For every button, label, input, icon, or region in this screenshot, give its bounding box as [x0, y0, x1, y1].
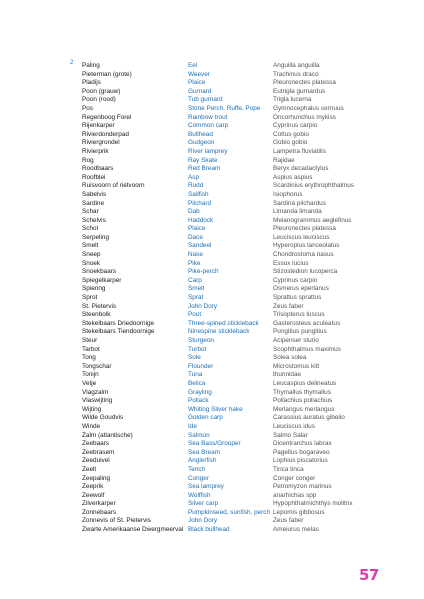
latin-name: Leuciscus idus	[273, 422, 315, 430]
english-name: John Dory	[188, 517, 218, 525]
dutch-name: Rijenkarper	[82, 122, 115, 130]
table-row	[82, 285, 392, 294]
table-row	[82, 79, 392, 88]
dutch-name: Sardine	[82, 199, 105, 207]
english-name: Grayling	[188, 388, 212, 396]
table-row	[82, 174, 392, 183]
dutch-name: Paling	[82, 62, 100, 69]
english-name: Ray Skate	[188, 156, 218, 164]
english-name: Nase	[188, 251, 203, 259]
english-name: Salmon	[188, 431, 210, 439]
english-name: Pout	[188, 311, 202, 319]
english-name: Bullhead	[188, 130, 213, 138]
latin-name: Dicentrarchus labrax	[273, 440, 332, 448]
table-row	[82, 423, 392, 432]
table-row	[82, 277, 392, 286]
english-name: Haddock	[188, 216, 214, 224]
dutch-name: Steur	[82, 337, 98, 344]
latin-name: Sardina pilchardus	[273, 199, 326, 207]
english-name: Plaice	[188, 225, 206, 233]
latin-name: Zeus faber	[273, 302, 304, 310]
english-name: River lamprey	[188, 147, 228, 155]
table-row	[82, 483, 392, 492]
english-name: Whiting Silver hake	[188, 405, 243, 413]
english-name: Sailfish	[188, 190, 209, 198]
dutch-name: Regenboog Forel	[82, 113, 132, 121]
latin-name: Trachinus draco	[273, 70, 319, 78]
table-row	[82, 311, 392, 320]
english-name: Three-spined stickleback	[188, 319, 259, 327]
dutch-name: Wijting	[82, 405, 102, 413]
dutch-name: Stekelbaars Driedoornige	[82, 319, 155, 327]
latin-name: Cottus gobio	[273, 130, 309, 138]
latin-name: Essox lucius	[273, 259, 309, 267]
table-row	[82, 71, 392, 80]
dutch-name: Winde	[82, 422, 101, 430]
dutch-name: Schar	[82, 208, 99, 216]
table-row	[82, 457, 392, 466]
dutch-name: Zeewolf	[82, 491, 105, 499]
table-row	[82, 234, 392, 243]
table-row	[82, 363, 392, 372]
latin-name: Aspius aspius	[273, 173, 313, 181]
english-name: Belica	[188, 379, 206, 387]
latin-name: Acipenser sturio	[273, 337, 319, 344]
english-name: Sea lamprey	[188, 483, 224, 491]
latin-name: Trigla lucerna	[273, 96, 312, 104]
english-name: Eel	[188, 62, 198, 69]
latin-name: Gymnocephalus cernuus	[273, 104, 344, 112]
latin-name: Pungitius pungitius	[273, 328, 327, 336]
table-row	[82, 242, 392, 251]
english-name: Plaice	[188, 79, 206, 87]
dutch-name: Zonnevis of St. Pietervis	[82, 517, 151, 525]
latin-name: Beryx decadactylus	[273, 165, 329, 173]
table-row	[82, 500, 392, 509]
english-name: Pike-perch	[188, 268, 219, 276]
latin-name: Eutrigla gurnardus	[273, 87, 326, 95]
dutch-name: Steenbolk	[82, 311, 111, 319]
dutch-name: Stekelbaars Tiendoornige	[82, 328, 155, 336]
latin-name: Limanda limanda	[273, 208, 322, 216]
latin-name: Lampetra fluviatilis	[273, 147, 326, 155]
latin-name: Chondrostoma nasus	[273, 251, 334, 259]
english-name: Rudd	[188, 182, 204, 190]
dutch-name: Smelt	[82, 242, 99, 250]
latin-name: Pleuronectes platessa	[273, 225, 336, 233]
latin-name: Merlangus merlangus	[273, 405, 335, 413]
dutch-name: Zonnebaars	[82, 508, 117, 516]
table-row	[82, 200, 392, 209]
table-row	[82, 449, 392, 458]
english-name: Conger	[188, 474, 209, 482]
english-name: Smelt	[188, 285, 205, 293]
table-row	[82, 517, 392, 526]
english-name: Asp	[188, 173, 200, 181]
latin-name: Stizostedion lucoperca	[273, 268, 338, 276]
table-row	[82, 526, 392, 535]
dutch-name: Rivierprik	[82, 147, 109, 155]
latin-name: Leucaspius delineatus	[273, 379, 337, 387]
dutch-name: Zeelt	[82, 465, 97, 473]
latin-name: Cyprinus carpio	[273, 122, 318, 130]
english-name: Pollack	[188, 397, 209, 405]
english-name: Weever	[188, 70, 210, 78]
english-name: Golden carp	[188, 414, 223, 422]
latin-name: Salmo Salar	[273, 431, 308, 439]
table-row	[82, 320, 392, 329]
latin-name: Sprattus sprattus	[273, 294, 322, 302]
latin-name: Hypophthalmichthys molitrix	[273, 500, 353, 508]
margin-marker: 2	[70, 60, 74, 66]
table-row	[82, 148, 392, 157]
dutch-name: Schelvis	[82, 216, 106, 224]
english-name: Anglerfish	[188, 457, 217, 465]
english-name: Tub gurnard	[188, 96, 223, 104]
table-row	[82, 96, 392, 105]
dutch-name: Zeebrasem	[82, 448, 115, 456]
latin-name: Thymallus thymallus	[273, 388, 331, 396]
english-name: Gurnard	[188, 87, 212, 95]
dutch-name: Sprot	[82, 294, 98, 302]
table-row	[82, 268, 392, 277]
latin-name: Gasterosteus aculeatus	[273, 319, 341, 327]
table-row	[82, 337, 392, 346]
english-name: Pumpkinseed, sunfish, perch	[188, 508, 271, 516]
dutch-name: Ruisvoorn of rietvoorn	[82, 182, 145, 190]
table-row	[82, 182, 392, 191]
table-row	[82, 414, 392, 423]
latin-name: Lophius piscatorius	[273, 457, 328, 465]
dutch-name: Schol	[82, 225, 98, 233]
table-row	[82, 509, 392, 518]
table-row	[82, 432, 392, 441]
english-name: Sturgeon	[188, 337, 214, 344]
latin-name: Pleuronectes platessa	[273, 79, 336, 87]
dutch-name: Rog	[82, 156, 94, 164]
dutch-name: Zilverkarper	[82, 500, 116, 508]
latin-name: Lepomis gibbosus	[273, 508, 325, 516]
dutch-name: Tonijn	[82, 371, 99, 379]
table-row	[82, 139, 392, 148]
latin-name: Carassius auratus gibelio	[273, 414, 345, 422]
table-row	[82, 354, 392, 363]
latin-name: Zeus faber	[273, 517, 304, 525]
english-name: Tuna	[188, 371, 203, 379]
dutch-name: Vlaswijting	[82, 397, 113, 405]
table-row	[82, 157, 392, 166]
table-row	[82, 165, 392, 174]
table-row	[82, 328, 392, 337]
dutch-name: Poon (grauw)	[82, 87, 121, 95]
english-name: Stone Perch, Ruffe, Pope	[188, 104, 261, 112]
english-name: Pilchard	[188, 199, 212, 207]
table-row	[82, 260, 392, 269]
page-number: 57	[359, 566, 379, 584]
english-name: John Dory	[188, 302, 218, 310]
english-name: Red Bream	[188, 165, 221, 173]
dutch-name: Snoek	[82, 259, 101, 267]
table-row	[82, 346, 392, 355]
dutch-name: Zeepaling	[82, 474, 111, 482]
dutch-name: Rivierdonderpad	[82, 130, 129, 138]
table-row	[82, 466, 392, 475]
english-name: Dab	[188, 208, 200, 216]
table-row	[82, 371, 392, 380]
english-name: Sprat	[188, 294, 204, 302]
table-row	[82, 217, 392, 226]
dutch-name: Vetje	[82, 379, 97, 387]
dutch-name: Roodbaars	[82, 165, 114, 173]
dutch-name: Zalm (atlantische)	[82, 431, 133, 439]
english-name: Dace	[188, 233, 203, 241]
dutch-name: Wilde Goudvis	[82, 414, 124, 422]
dutch-name: Pieterman (grote)	[82, 70, 132, 78]
english-name: Common carp	[188, 122, 229, 130]
table-row	[82, 294, 392, 303]
english-name: Ide	[188, 422, 197, 430]
dutch-name: Snoekbaars	[82, 268, 117, 276]
latin-name: Petromyzon marinus	[273, 483, 332, 491]
table-row	[82, 122, 392, 131]
latin-name: Osmerus eperlanus	[273, 285, 329, 293]
table-row	[82, 251, 392, 260]
latin-name: Gobio gobio	[273, 139, 308, 147]
latin-name: Conger conger	[273, 474, 316, 482]
english-name: Rainbow trout	[188, 113, 228, 121]
english-name: Sea Bream	[188, 448, 220, 456]
latin-name: Oncorhunchus mykiss	[273, 113, 336, 121]
dutch-name: Tong	[82, 354, 96, 362]
dutch-name: Spiering	[82, 285, 106, 293]
english-name: Pike	[188, 259, 201, 267]
english-name: Gudgeon	[188, 139, 215, 147]
dutch-name: Spiegelkarper	[82, 276, 122, 284]
dutch-name: Sneep	[82, 251, 101, 259]
latin-name: Melanogrammus aeglefinus	[273, 216, 352, 224]
latin-name: Rajidae	[273, 156, 295, 164]
table-row	[82, 406, 392, 415]
table-row	[82, 114, 392, 123]
table-row	[82, 303, 392, 312]
latin-name: anarhichas spp	[273, 491, 317, 499]
dutch-name: Riviergrondel	[82, 139, 120, 147]
table-row	[82, 208, 392, 217]
latin-name: Solea solea	[273, 354, 307, 362]
latin-name: Isiophorus	[273, 190, 303, 198]
table-row	[82, 492, 392, 501]
table-row	[82, 475, 392, 484]
english-name: Turbot	[188, 345, 207, 353]
english-name: Tench	[188, 465, 206, 473]
english-name: Black bullhead	[188, 526, 230, 534]
dutch-name: Tarbot	[82, 345, 100, 353]
latin-name: thunnidae	[273, 371, 302, 379]
fish-name-table	[82, 62, 392, 535]
dutch-name: Roofblei	[82, 173, 106, 181]
dutch-name: Sabelvis	[82, 190, 107, 198]
dutch-name: Zeebaars	[82, 440, 109, 448]
table-row	[82, 440, 392, 449]
english-name: Flounder	[188, 362, 214, 370]
table-row	[82, 88, 392, 97]
table-row	[82, 397, 392, 406]
english-name: Sole	[188, 354, 201, 362]
latin-name: Hyperoplus lanceolatus	[273, 242, 340, 250]
dutch-name: Tongschar	[82, 362, 112, 370]
dutch-name: Poon (rood)	[82, 96, 116, 104]
latin-name: Cyprinus carpio	[273, 276, 318, 284]
dutch-name: Vlagzalm	[82, 388, 109, 396]
dutch-name: Zeeduivel	[82, 457, 110, 465]
latin-name: Ameiurus melas	[273, 526, 319, 534]
table-row	[82, 131, 392, 140]
dutch-name: Pladijs	[82, 79, 101, 87]
table-row	[82, 225, 392, 234]
latin-name: Trisopterus luscus	[273, 311, 325, 319]
table-row	[82, 191, 392, 200]
latin-name: Tinca tinca	[273, 465, 304, 473]
dutch-name: Zeeprik	[82, 483, 104, 491]
english-name: Ninespine stickleback	[188, 328, 250, 336]
dutch-name: Serpeling	[82, 233, 110, 241]
latin-name: Pollachius pollachius	[273, 397, 333, 405]
latin-name: Scophthalmus maximus	[273, 345, 341, 353]
table-row	[82, 105, 392, 114]
dutch-name: Zwarte Amerikaanse Dwergmeerval	[82, 526, 184, 534]
english-name: Sandeel	[188, 242, 212, 250]
latin-name: Leuciscus leuciscus	[273, 233, 330, 241]
english-name: Carp	[188, 276, 202, 284]
latin-name: Microstomus kitt	[273, 362, 320, 370]
table-row	[82, 380, 392, 389]
latin-name: Scardinius erythrophthalmus	[273, 182, 354, 190]
latin-name: Pagellus bogaraveo	[273, 448, 330, 456]
english-name: Wolffish	[188, 491, 211, 499]
english-name: Sea Bass/Grouper	[188, 440, 241, 448]
table-row	[82, 62, 392, 71]
english-name: Silver carp	[188, 500, 219, 508]
dutch-name: St. Pietervis	[82, 302, 117, 310]
latin-name: Anguilla anguilla	[273, 62, 320, 69]
dutch-name: Pos	[82, 104, 94, 112]
table-row	[82, 389, 392, 398]
